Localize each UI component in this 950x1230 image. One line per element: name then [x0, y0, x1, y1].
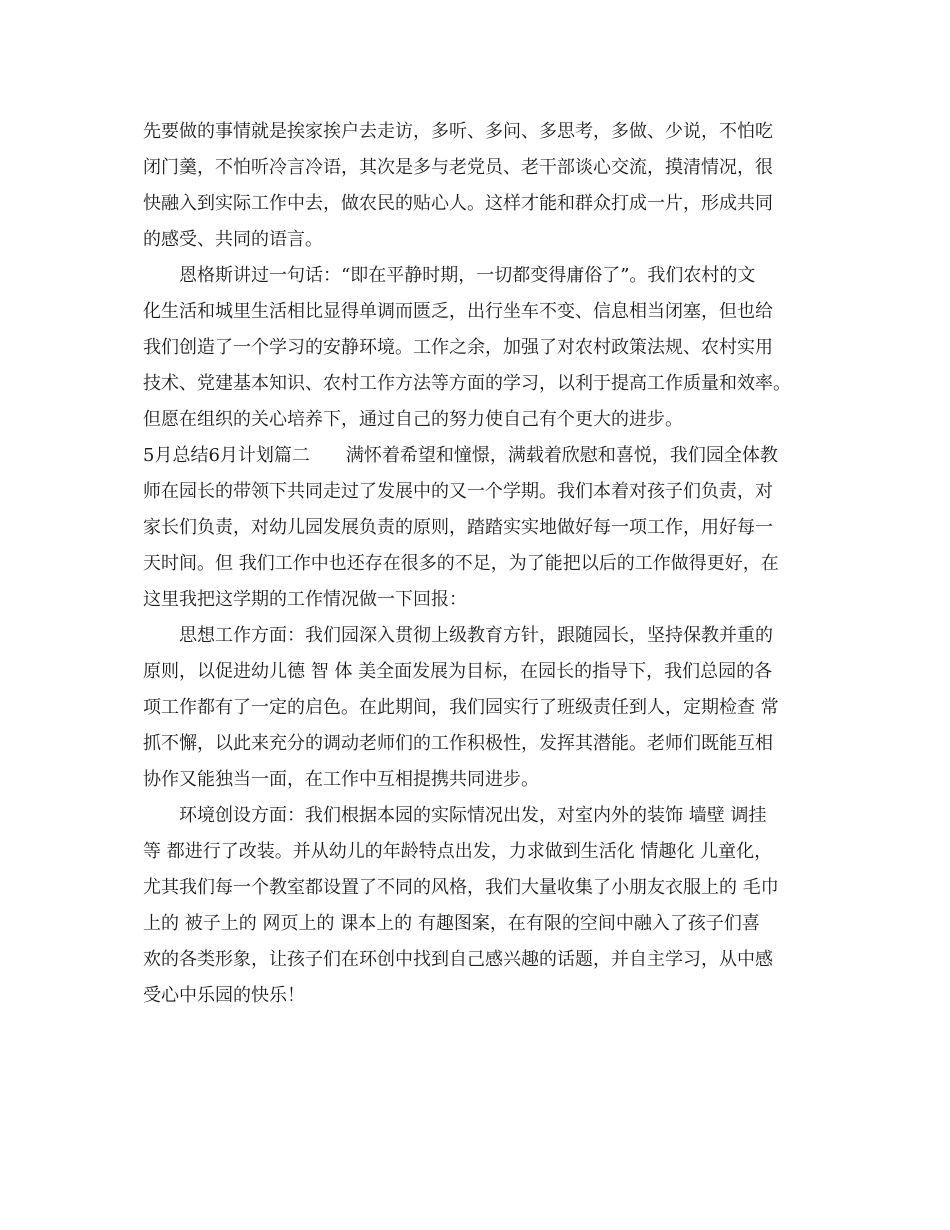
text-line: 抓不懈，以此来充分的调动老师们的工作积极性，发挥其潜能。老师们既能互相: [143, 733, 773, 754]
text-line: 协作又能独当一面，在工作中互相提携共同进步。: [143, 769, 539, 790]
text-line: 项工作都有了一定的启色。在此期间，我们园实行了班级责任到人，定期检查 常: [143, 697, 779, 718]
text-line: 化生活和城里生活相比显得单调而匮乏，出行坐车不变、信息相当闭塞，但也给: [143, 301, 773, 322]
text-line: 原则，以促进幼儿德 智 体 美全面发展为目标，在园长的指导下，我们总园的各: [143, 661, 773, 682]
section-heading-line: 5月总结6月计划篇二 满怀着希望和憧憬，满载着欣慰和喜悦，我们园全体教: [143, 445, 778, 466]
text-line: 先要做的事情就是挨家挨户去走访，多听、多问、多思考，多做、少说，不怕吃: [143, 121, 773, 142]
text-line: 家长们负责，对幼儿园发展负责的原则，踏踏实实地做好每一项工作，用好每一: [143, 517, 773, 538]
text-line: 快融入到实际工作中去，做农民的贴心人。这样才能和群众打成一片，形成共同: [143, 193, 773, 214]
text-line: 受心中乐园的快乐！: [143, 985, 305, 1006]
text-line: 但愿在组织的关心培养下，通过自己的努力使自己有个更大的进步。: [143, 409, 683, 430]
text-line: 的感受、共同的语言。: [143, 229, 323, 250]
text-line: 思想工作方面：我们园深入贯彻上级教育方针，跟随园长，坚持保教并重的: [143, 625, 773, 646]
text-line: 环境创设方面：我们根据本园的实际情况出发，对室内外的装饰 墙壁 调挂: [143, 805, 767, 826]
text-line: 这里我把这学期的工作情况做一下回报：: [143, 589, 467, 610]
text-line: 上的 被子上的 网页上的 课本上的 有趣图案，在有限的空间中融入了孩子们喜: [143, 913, 760, 934]
text-line: 天时间。但 我们工作中也还存在很多的不足，为了能把以后的工作做得更好，在: [143, 553, 779, 574]
text-line: 恩格斯讲过一句话：“即在平静时期，一切都变得庸俗了”。我们农村的文: [143, 265, 756, 286]
text-line: 我们创造了一个学习的安静环境。工作之余，加强了对农村政策法规、农村实用: [143, 337, 773, 358]
text-line: 师在园长的带领下共同走过了发展中的又一个学期。我们本着对孩子们负责，对: [143, 481, 773, 502]
text-line: 尤其我们每一个教室都设置了不同的风格，我们大量收集了小朋友衣服上的 毛巾: [143, 877, 779, 898]
text-line: 闭门羹，不怕听冷言冷语，其次是多与老党员、老干部谈心交流，摸清情况，很: [143, 157, 773, 178]
text-line: 欢的各类形象，让孩子们在环创中找到自己感兴趣的话题，并自主学习，从中感: [143, 949, 773, 970]
text-line: 技术、党建基本知识、农村工作方法等方面的学习，以利于提高工作质量和效率。: [143, 373, 791, 394]
text-line: 等 都进行了改装。并从幼儿的年龄特点出发，力求做到生活化 情趣化 儿童化，: [143, 841, 773, 862]
